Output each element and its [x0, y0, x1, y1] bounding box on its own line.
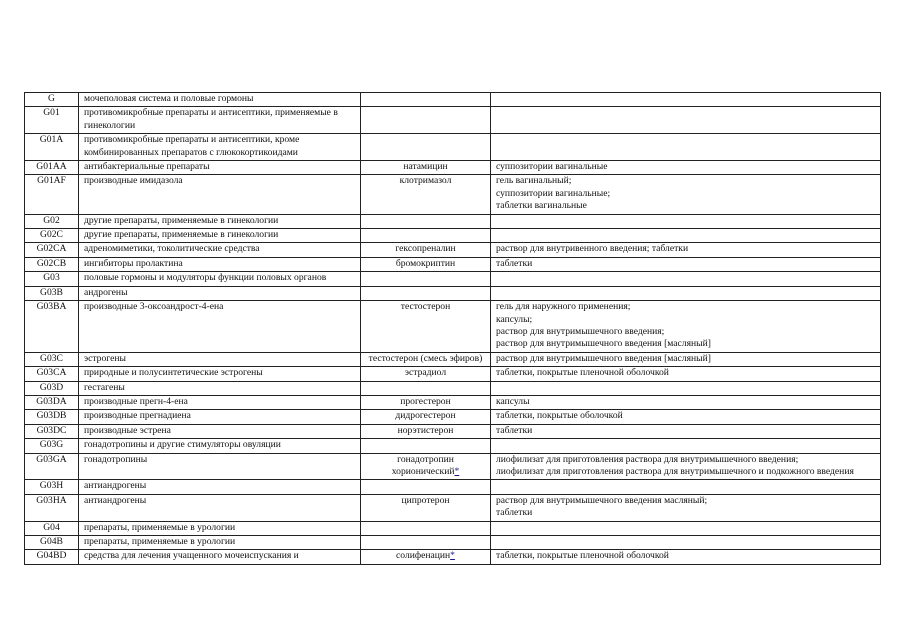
- dosage-form-cell: [491, 93, 881, 107]
- group-name-cell: [79, 494, 361, 521]
- atc-code-cell-text: G01AA: [36, 161, 67, 173]
- drug-name-cell: [361, 243, 491, 257]
- table-row: [25, 367, 881, 381]
- group-name-cell-text: гестагены: [84, 381, 125, 393]
- drug-name-cell-text: гексопреналин: [395, 243, 456, 255]
- group-name-cell-text: производные прегн-4-ена: [84, 395, 188, 407]
- table-row: [25, 494, 881, 521]
- drug-name-cell-text: тестостерон: [400, 301, 451, 313]
- atc-code-cell: [25, 424, 79, 438]
- group-name-cell-text: природные и полусинтетические эстрогены: [84, 367, 263, 379]
- dosage-form-cell: [491, 161, 881, 175]
- table-row: [25, 480, 881, 494]
- group-name-cell-text: производные имидазола: [84, 175, 183, 187]
- atc-code-cell-text: G03BA: [36, 301, 67, 313]
- atc-code-cell-text: G01A: [39, 134, 64, 146]
- dosage-form-cell: [491, 214, 881, 228]
- atc-code-cell-text: G02: [43, 214, 60, 226]
- group-name-cell-text: антиандрогены: [84, 494, 147, 506]
- drug-name-cell: [361, 107, 491, 134]
- atc-code-cell: [25, 214, 79, 228]
- atc-code-cell-text: G03DC: [36, 424, 67, 436]
- drug-name-cell: [361, 214, 491, 228]
- group-name-cell-text: производные прегнадиена: [84, 410, 191, 422]
- table-row: [25, 175, 881, 214]
- dosage-form-cell: [491, 367, 881, 381]
- dosage-form-cell: [491, 381, 881, 395]
- atc-code-cell: [25, 134, 79, 161]
- dosage-form-cell-text: таблетки, покрытые пленочной оболочкой: [496, 550, 669, 562]
- dosage-form-cell: [491, 453, 881, 480]
- drug-classification-table: [24, 92, 881, 565]
- drug-name-cell: [361, 381, 491, 395]
- atc-code-cell: [25, 243, 79, 257]
- group-name-cell-text: гонадотропины: [84, 453, 148, 465]
- atc-code-cell-text: G01: [43, 107, 60, 119]
- atc-code-cell: [25, 286, 79, 300]
- table-row: [25, 161, 881, 175]
- footnote-marker[interactable]: *: [454, 465, 460, 477]
- table-body: [25, 93, 881, 565]
- group-name-cell-text: половые гормоны и модуляторы функции половых органов: [84, 272, 327, 284]
- group-name-cell-text: гонадотропины и другие стимуляторы овуляции: [84, 439, 281, 451]
- group-name-cell: [79, 161, 361, 175]
- drug-name-cell-text: норэтистерон: [397, 424, 454, 436]
- atc-code-cell: [25, 93, 79, 107]
- drug-name-cell-text: клотримазол: [399, 175, 452, 187]
- dosage-form-cell-text: гель вагинальный; суппозитории вагинальные; таблетки вагинальные: [496, 175, 611, 212]
- dosage-form-cell-text: таблетки: [496, 424, 533, 436]
- table-row: [25, 381, 881, 395]
- atc-code-cell-text: G02CB: [36, 257, 67, 269]
- atc-code-cell: [25, 480, 79, 494]
- dosage-form-cell: [491, 439, 881, 453]
- group-name-cell-text: другие препараты, применяемые в гинекологии: [84, 229, 279, 241]
- table-row: [25, 107, 881, 134]
- dosage-form-cell: [491, 480, 881, 494]
- group-name-cell: [79, 381, 361, 395]
- table-row: [25, 550, 881, 564]
- atc-code-cell-text: G01AF: [37, 175, 66, 187]
- table-row: [25, 272, 881, 286]
- atc-code-cell: [25, 494, 79, 521]
- dosage-form-cell: [491, 107, 881, 134]
- group-name-cell-text: антиандрогены: [84, 480, 147, 492]
- group-name-cell: [79, 424, 361, 438]
- drug-name-cell-text: солифенацин: [396, 550, 451, 562]
- dosage-form-cell-text: раствор для внутривенного введения; таблетки: [496, 243, 689, 255]
- group-name-cell: [79, 480, 361, 494]
- group-name-cell-text: противомикробные препараты и антисептики, кроме комбинированных препаратов с глюкокортикоидами: [84, 134, 300, 158]
- drug-name-cell: [361, 536, 491, 550]
- atc-code-cell: [25, 272, 79, 286]
- group-name-cell: [79, 410, 361, 424]
- drug-name-cell: [361, 367, 491, 381]
- atc-code-cell-text: G03HA: [36, 494, 67, 506]
- group-name-cell-text: эстрогены: [84, 352, 126, 364]
- group-name-cell: [79, 175, 361, 214]
- dosage-form-cell: [491, 243, 881, 257]
- group-name-cell: [79, 550, 361, 564]
- drug-name-cell: [361, 286, 491, 300]
- group-name-cell-text: препараты, применяемые в урологии: [84, 536, 236, 547]
- drug-name-cell: [361, 257, 491, 271]
- group-name-cell: [79, 352, 361, 366]
- atc-code-cell: [25, 410, 79, 424]
- atc-code-cell-text: G03B: [40, 286, 63, 298]
- dosage-form-cell: [491, 352, 881, 366]
- atc-code-cell: [25, 107, 79, 134]
- group-name-cell: [79, 286, 361, 300]
- atc-code-cell-text: G03CA: [36, 367, 67, 379]
- atc-code-cell: [25, 395, 79, 409]
- dosage-form-cell-text: таблетки, покрытые пленочной оболочкой: [496, 367, 669, 379]
- atc-code-cell-text: G: [48, 93, 55, 104]
- drug-name-cell: [361, 352, 491, 366]
- drug-name-cell: [361, 395, 491, 409]
- dosage-form-cell: [491, 229, 881, 243]
- atc-code-cell: [25, 301, 79, 353]
- drug-name-cell: [361, 480, 491, 494]
- drug-name-cell-text: дидрогестерон: [395, 410, 456, 422]
- table-row: [25, 536, 881, 550]
- atc-code-cell-text: G03G: [39, 439, 64, 451]
- drug-name-cell: [361, 175, 491, 214]
- dosage-form-cell-text: раствор для внутримышечного введения масляный; таблетки: [496, 494, 708, 519]
- atc-code-cell-text: G03DB: [36, 410, 67, 422]
- dosage-form-cell: [491, 134, 881, 161]
- group-name-cell-text: производные 3-оксоандрост-4-ена: [84, 301, 224, 313]
- dosage-form-cell: [491, 286, 881, 300]
- drug-name-cell-text: гонадотропин хорионический: [391, 453, 455, 477]
- table-row: [25, 410, 881, 424]
- dosage-form-cell: [491, 521, 881, 535]
- group-name-cell: [79, 243, 361, 257]
- atc-code-cell: [25, 229, 79, 243]
- dosage-form-cell: [491, 175, 881, 214]
- atc-code-cell-text: G04: [43, 521, 60, 533]
- atc-code-cell-text: G04BD: [36, 550, 67, 562]
- table-row: [25, 453, 881, 480]
- atc-code-cell-text: G03D: [39, 381, 64, 393]
- dosage-form-cell-text: таблетки: [496, 257, 533, 269]
- dosage-form-cell: [491, 550, 881, 564]
- group-name-cell: [79, 107, 361, 134]
- table-row: [25, 352, 881, 366]
- group-name-cell: [79, 257, 361, 271]
- footnote-marker[interactable]: *: [450, 550, 455, 562]
- drug-name-cell: [361, 521, 491, 535]
- table-row: [25, 424, 881, 438]
- drug-name-cell-text: бромокриптин: [395, 257, 456, 269]
- table-row: [25, 521, 881, 535]
- drug-name-cell: [361, 550, 491, 564]
- table-row: [25, 229, 881, 243]
- dosage-form-cell: [491, 424, 881, 438]
- drug-name-cell: [361, 161, 491, 175]
- atc-code-cell: [25, 453, 79, 480]
- dosage-form-cell-text: раствор для внутримышечного введения [масляный]: [496, 352, 711, 364]
- group-name-cell-text: андрогены: [84, 286, 128, 298]
- group-name-cell: [79, 93, 361, 107]
- group-name-cell-text: адреномиметики, токолитические средства: [84, 243, 260, 255]
- dosage-form-cell-text: таблетки, покрытые оболочкой: [496, 410, 623, 422]
- group-name-cell: [79, 229, 361, 243]
- drug-name-cell-text: тестостерон (смесь эфиров): [368, 352, 483, 364]
- drug-name-cell: [361, 439, 491, 453]
- atc-code-cell: [25, 161, 79, 175]
- atc-code-cell-text: G03: [43, 272, 60, 284]
- dosage-form-cell: [491, 494, 881, 521]
- drug-name-cell-text: прогестерон: [400, 395, 451, 407]
- atc-code-cell-text: G02CA: [36, 243, 67, 255]
- dosage-form-cell: [491, 410, 881, 424]
- atc-code-cell: [25, 536, 79, 550]
- group-name-cell-text: антибактериальные препараты: [84, 161, 210, 173]
- drug-name-cell: [361, 93, 491, 107]
- group-name-cell-text: средства для лечения учащенного мочеиспускания и: [84, 550, 299, 562]
- group-name-cell: [79, 453, 361, 480]
- dosage-form-cell-text: гель для наружного применения; капсулы; раствор для внутримышечного введения; раствор для внутримышечного введения [масляный]: [496, 301, 711, 350]
- group-name-cell: [79, 536, 361, 550]
- drug-name-cell-text: натамицин: [403, 161, 448, 173]
- group-name-cell: [79, 395, 361, 409]
- atc-code-cell-text: G03C: [40, 352, 63, 364]
- atc-code-cell: [25, 175, 79, 214]
- table-row: [25, 395, 881, 409]
- dosage-form-cell: [491, 272, 881, 286]
- group-name-cell: [79, 367, 361, 381]
- group-name-cell-text: другие препараты, применяемые в гинекологии: [84, 214, 279, 226]
- table-row: [25, 301, 881, 353]
- atc-code-cell-text: G03H: [39, 480, 64, 492]
- group-name-cell: [79, 439, 361, 453]
- dosage-form-cell: [491, 395, 881, 409]
- atc-code-cell: [25, 381, 79, 395]
- drug-name-cell: [361, 301, 491, 353]
- group-name-cell: [79, 214, 361, 228]
- group-name-cell: [79, 301, 361, 353]
- drug-name-cell-text: ципротерон: [401, 494, 450, 506]
- table-row: [25, 286, 881, 300]
- table-row: [25, 243, 881, 257]
- table-row: [25, 257, 881, 271]
- atc-code-cell-text: G02C: [40, 229, 63, 241]
- dosage-form-cell: [491, 536, 881, 550]
- atc-code-cell-text: G03GA: [36, 453, 67, 465]
- drug-name-cell: [361, 494, 491, 521]
- group-name-cell-text: противомикробные препараты и антисептики, применяемые в гинекологии: [84, 107, 338, 131]
- group-name-cell-text: мочеполовая система и половые гормоны: [84, 93, 254, 104]
- drug-name-cell: [361, 134, 491, 161]
- group-name-cell-text: препараты, применяемые в урологии: [84, 521, 236, 533]
- dosage-form-cell: [491, 301, 881, 353]
- table-row: [25, 439, 881, 453]
- group-name-cell: [79, 272, 361, 286]
- dosage-form-cell-text: капсулы: [496, 395, 530, 407]
- drug-name-cell: [361, 229, 491, 243]
- drug-name-cell: [361, 410, 491, 424]
- group-name-cell-text: ингибиторы пролактина: [84, 257, 183, 269]
- drug-name-cell-text: эстрадиол: [404, 367, 447, 379]
- table-row: [25, 93, 881, 107]
- table-row: [25, 214, 881, 228]
- dosage-form-cell: [491, 257, 881, 271]
- table-row: [25, 134, 881, 161]
- dosage-form-cell-text: лиофилизат для приготовления раствора для внутримышечного введения; лиофилизат для приготовления раствора для внутримышечного и подкожного введения: [496, 453, 854, 477]
- atc-code-cell: [25, 257, 79, 271]
- atc-code-cell-text: G04B: [40, 536, 63, 547]
- group-name-cell: [79, 521, 361, 535]
- group-name-cell-text: производные эстрена: [84, 424, 171, 436]
- drug-name-cell: [361, 272, 491, 286]
- atc-code-cell: [25, 439, 79, 453]
- atc-code-cell-text: G03DA: [36, 395, 67, 407]
- drug-name-cell: [361, 424, 491, 438]
- atc-code-cell: [25, 550, 79, 564]
- drug-name-cell: [361, 453, 491, 480]
- atc-code-cell: [25, 367, 79, 381]
- group-name-cell: [79, 134, 361, 161]
- dosage-form-cell-text: суппозитории вагинальные: [496, 161, 608, 173]
- atc-code-cell: [25, 352, 79, 366]
- atc-code-cell: [25, 521, 79, 535]
